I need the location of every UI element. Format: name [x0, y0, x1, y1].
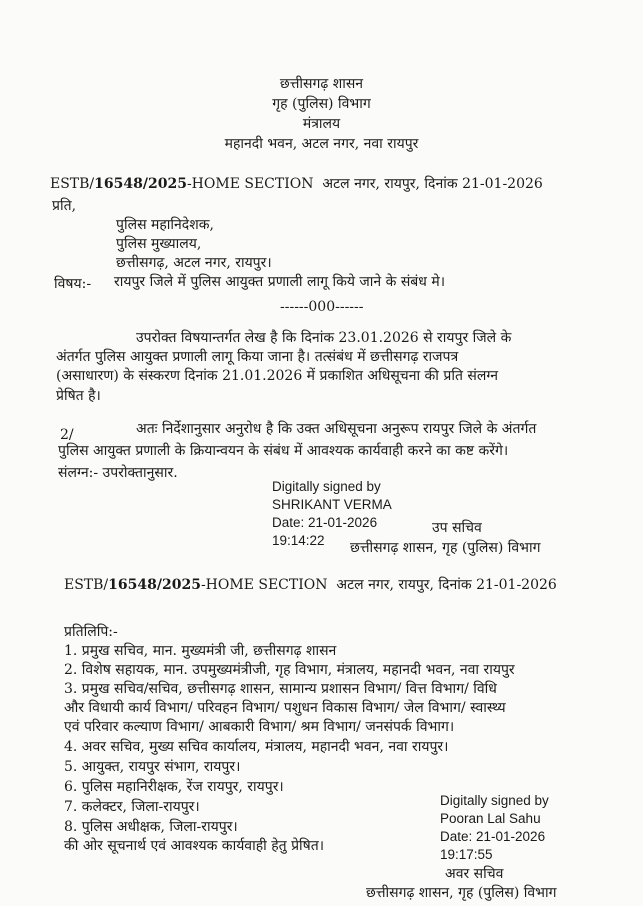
ref-place-date: अटल नगर, रायपुर, दिनांक 21-01-2026: [322, 176, 543, 192]
para2-line2: पुलिस आयुक्त प्रणाली के क्रियान्वयन के संबंध में आवश्यक कार्यवाही करने का कष्ट करेंगे।: [58, 443, 509, 459]
ref-section: -HOME SECTION: [186, 176, 314, 192]
sig1-office: छत्तीसगढ़ शासन, गृह (पुलिस) विभाग: [350, 540, 541, 556]
para1-line2: अंतर्गत पुलिस आयुक्त प्रणाली लागू किया जाना है। तत्संबंध में छत्तीसगढ़ राजपत्र: [56, 349, 459, 365]
sig2-time: 19:17:55: [440, 847, 493, 862]
copy-item-3-cont-2: एवं परिवार कल्याण विभाग/ आबकारी विभाग/ श्रम विभाग/ जनसंपर्क विभाग।: [64, 719, 455, 735]
sig2-line1: Digitally signed by: [440, 793, 549, 808]
ref-prefix: ESTB/: [50, 176, 95, 192]
copy-item-2: 2. विशेष सहायक, मान. उपमुख्यमंत्रीजी, गृह विभाग, मंत्रालय, महानदी भवन, नवा रायपुर: [64, 662, 515, 678]
to-label: प्रति,: [52, 198, 77, 214]
ref2-place-date: अटल नगर, रायपुर, दिनांक 21-01-2026: [336, 577, 557, 593]
sig1-name: SHRIKANT VERMA: [272, 497, 392, 512]
sig1-line1: Digitally signed by: [272, 479, 381, 494]
para1-line4: प्रेषित है।: [56, 388, 101, 404]
to-line-1: पुलिस महानिदेशक,: [116, 217, 214, 233]
copy-item-3: 3. प्रमुख सचिव/सचिव, छत्तीसगढ़ शासन, सामान्य प्रशासन विभाग/ वित्त विभाग/ विधि: [64, 681, 497, 697]
header-department: गृह (पुलिस) विभाग: [272, 96, 371, 112]
copy-item-8: 8. पुलिस अधीक्षक, जिला-रायपुर।: [64, 819, 238, 835]
ref2-number: 16548/2025: [108, 577, 201, 593]
copy-item-7: 7. कलेक्टर, जिला-रायपुर।: [64, 799, 200, 815]
copy-closing: की ओर सूचनार्थ एवं आवश्यक कार्यवाही हेतु प्रेषित।: [64, 838, 325, 854]
digital-signature-2: [440, 792, 549, 864]
sig2-office: छत्तीसगढ़ शासन, गृह (पुलिस) विभाग: [366, 885, 557, 901]
ref2-prefix: ESTB/: [64, 577, 109, 593]
copy-item-6: 6. पुलिस महानिरीक्षक, रेंज रायपुर, रायपुर।: [64, 779, 284, 795]
ref-number: 16548/2025: [94, 176, 187, 192]
copy-item-3-cont-1: और विधायी कार्य विभाग/ परिवहन विभाग/ पशुधन विकास विभाग/ जेल विभाग/ स्वास्थ्य: [64, 700, 506, 716]
copy-label: प्रतिलिपि:-: [64, 624, 118, 640]
reference-line: [50, 174, 543, 193]
para1-line1: उपरोक्त विषयान्तर्गत लेख है कि दिनांक 23.01.2026 से रायपुर जिले के: [136, 330, 512, 346]
sig1-designation: उप सचिव: [432, 520, 482, 536]
para1-line3: (असाधारण) के संस्करण दिनांक 21.01.2026 में प्रकाशित अधिसूचना की प्रति संलग्न: [56, 368, 499, 384]
sig1-date: Date: 21-01-2026: [272, 515, 378, 530]
sig2-designation: अवर सचिव: [445, 866, 504, 882]
header-government: छत्तीसगढ़ शासन: [279, 76, 364, 92]
ref2-section: -HOME SECTION: [200, 577, 328, 593]
to-line-3: छत्तीसगढ़, अटल नगर, रायपुर।: [116, 255, 272, 271]
sig2-date: Date: 21-01-2026: [440, 829, 546, 844]
reference-line-copy: [64, 575, 557, 594]
copy-item-5: 5. आयुक्त, रायपुर संभाग, रायपुर।: [64, 759, 241, 775]
sig1-time: 19:14:22: [272, 533, 325, 548]
subject-text: रायपुर जिले में पुलिस आयुक्त प्रणाली लागू किये जाने के संबंध मे।: [114, 274, 446, 290]
header-ministry: मंत्रालय: [302, 116, 341, 132]
to-line-2: पुलिस मुख्यालय,: [116, 236, 202, 252]
copy-item-4: 4. अवर सचिव, मुख्य सचिव कार्यालय, मंत्रालय, महानदी भवन, नवा रायपुर।: [64, 739, 449, 755]
copy-item-1: 1. प्रमुख सचिव, मान. मुख्यमंत्री जी, छत्तीसगढ़ शासन: [64, 643, 337, 659]
para2-number: 2/: [60, 427, 74, 443]
header-address: महानदी भवन, अटल नगर, नवा रायपुर: [224, 136, 419, 152]
subject-label: विषय:-: [54, 276, 92, 292]
separator: ------000------: [280, 299, 364, 315]
sig2-name: Pooran Lal Sahu: [440, 811, 541, 826]
enclosure: संलग्न:- उपरोक्तानुसार.: [58, 465, 178, 481]
para2-line1: अतः निर्देशानुसार अनुरोध है कि उक्त अधिसूचना अनुरूप रायपुर जिले के अंतर्गत: [136, 421, 537, 437]
